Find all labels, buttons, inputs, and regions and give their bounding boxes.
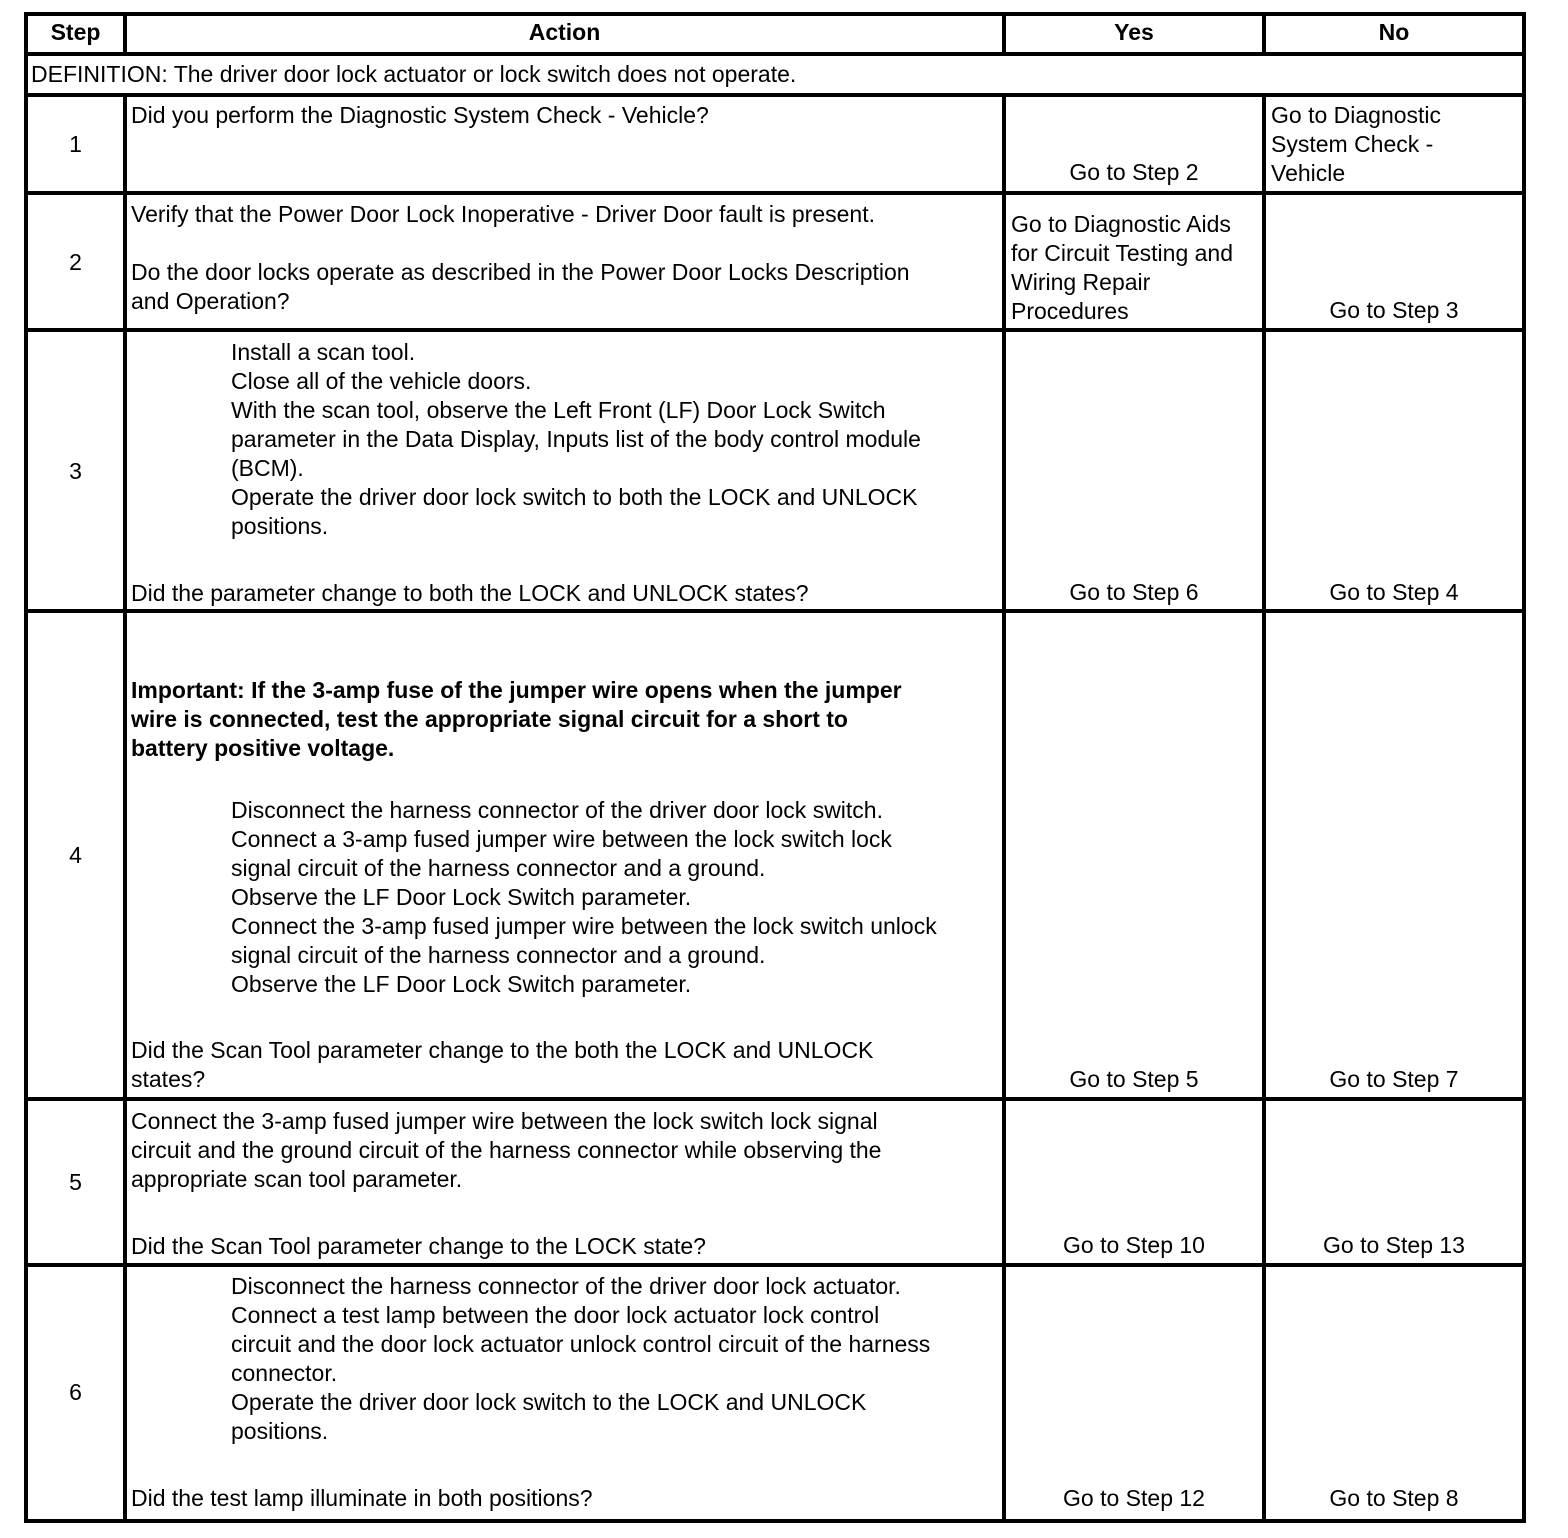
question-3: Did the parameter change to both the LOCK and UNLOCK states?	[131, 580, 809, 606]
row-divider	[24, 1097, 1526, 1101]
row-divider	[24, 93, 1526, 97]
step-number-5: 5	[69, 1169, 82, 1195]
row-divider	[24, 1263, 1526, 1267]
action-text-2: Verify that the Power Door Lock Inoperative - Driver Door fault is present. Do the door locks operate as described in the Power Door Locks Description and Operation?	[131, 201, 910, 314]
step-number-2: 2	[69, 249, 82, 275]
action-steps-3: Install a scan tool. Close all of the vehicle doors. With the scan tool, observe the Left Front (LF) Door Lock Switch parameter in the Data Display, Inputs list of the body control module (BCM). Operate the driver door lock switch to both the LOCK and UNLOCK positions. Did the parameter change to both the LOCK and UNLOCK states?	[131, 339, 921, 606]
question-4: Did the Scan Tool parameter change to the both the LOCK and UNLOCK states?	[131, 1037, 874, 1092]
question-6: Did the test lamp illuminate in both positions?	[131, 1485, 593, 1511]
column-divider-action	[1002, 95, 1006, 1523]
no-text-4: Go to Step 7	[1329, 1066, 1459, 1092]
yes-text-3: Go to Step 6	[1069, 579, 1199, 605]
step-number-4: 4	[69, 842, 82, 868]
step-number-3: 3	[69, 458, 82, 484]
no-text-3: Go to Step 4	[1329, 579, 1459, 605]
no-text-5: Go to Step 13	[1323, 1232, 1465, 1258]
yes-text-1: Go to Step 2	[1069, 159, 1199, 185]
action-text-1: Did you perform the Diagnostic System Check - Vehicle?	[131, 102, 709, 128]
table-border-top	[24, 12, 1526, 16]
yes-text-2: Go to Diagnostic Aids for Circuit Testing and Wiring Repair Procedures	[1011, 211, 1234, 324]
header-step: Step	[50, 19, 101, 45]
no-text-1: Go to Diagnostic System Check - Vehicle	[1271, 102, 1442, 186]
action-steps-4: Disconnect the harness connector of the driver door lock switch. Connect a 3-amp fused jumper wire between the lock switch lock signal circuit of the harness connector and a ground. Observe the LF Door Lock Switch parameter. Connect the 3-amp fused jumper wire between the lock switch unlock signal circuit of the harness connector and a ground. Observe the LF Door Lock Switch parameter.	[231, 797, 937, 997]
column-divider-step	[123, 95, 127, 1523]
row-divider	[24, 609, 1526, 613]
row-divider	[24, 328, 1526, 332]
header-no: No	[1378, 19, 1410, 45]
table-border-left	[24, 12, 28, 1523]
no-text-2: Go to Step 3	[1329, 297, 1459, 323]
action-steps-6: Disconnect the harness connector of the driver door lock actuator. Connect a test lamp between the door lock actuator lock control circuit and the door lock actuator unlock control circuit of the harness connector. Operate the driver door lock switch to the LOCK and UNLOCK positions. Did the test lamp illuminate in both positions?	[131, 1273, 931, 1511]
question-5: Did the Scan Tool parameter change to the LOCK state?	[131, 1233, 706, 1259]
header-yes: Yes	[1114, 19, 1154, 45]
definition-text: DEFINITION: The driver door lock actuator or lock switch does not operate.	[31, 61, 797, 87]
row-divider	[24, 191, 1526, 195]
table-border-bottom	[24, 1519, 1526, 1523]
important-note-4: Important: If the 3-amp fuse of the jumper wire opens when the jumper wire is connected, test the appropriate signal circuit for a short to battery positive voltage.	[131, 677, 902, 761]
yes-text-6: Go to Step 12	[1063, 1485, 1205, 1511]
no-text-6: Go to Step 8	[1329, 1485, 1459, 1511]
step-number-1: 1	[69, 131, 82, 157]
header-action: Action	[528, 19, 601, 45]
row-divider	[24, 52, 1526, 56]
step-number-6: 6	[69, 1379, 82, 1405]
yes-text-5: Go to Step 10	[1063, 1232, 1205, 1258]
table-border-right	[1522, 12, 1526, 1523]
action-text-5: Connect the 3-amp fused jumper wire between the lock switch lock signal circuit and the ground circuit of the harness connector while observing the appropriate scan tool parameter. Did the Scan Tool parameter change to the LOCK state?	[131, 1108, 882, 1259]
yes-text-4: Go to Step 5	[1069, 1066, 1199, 1092]
